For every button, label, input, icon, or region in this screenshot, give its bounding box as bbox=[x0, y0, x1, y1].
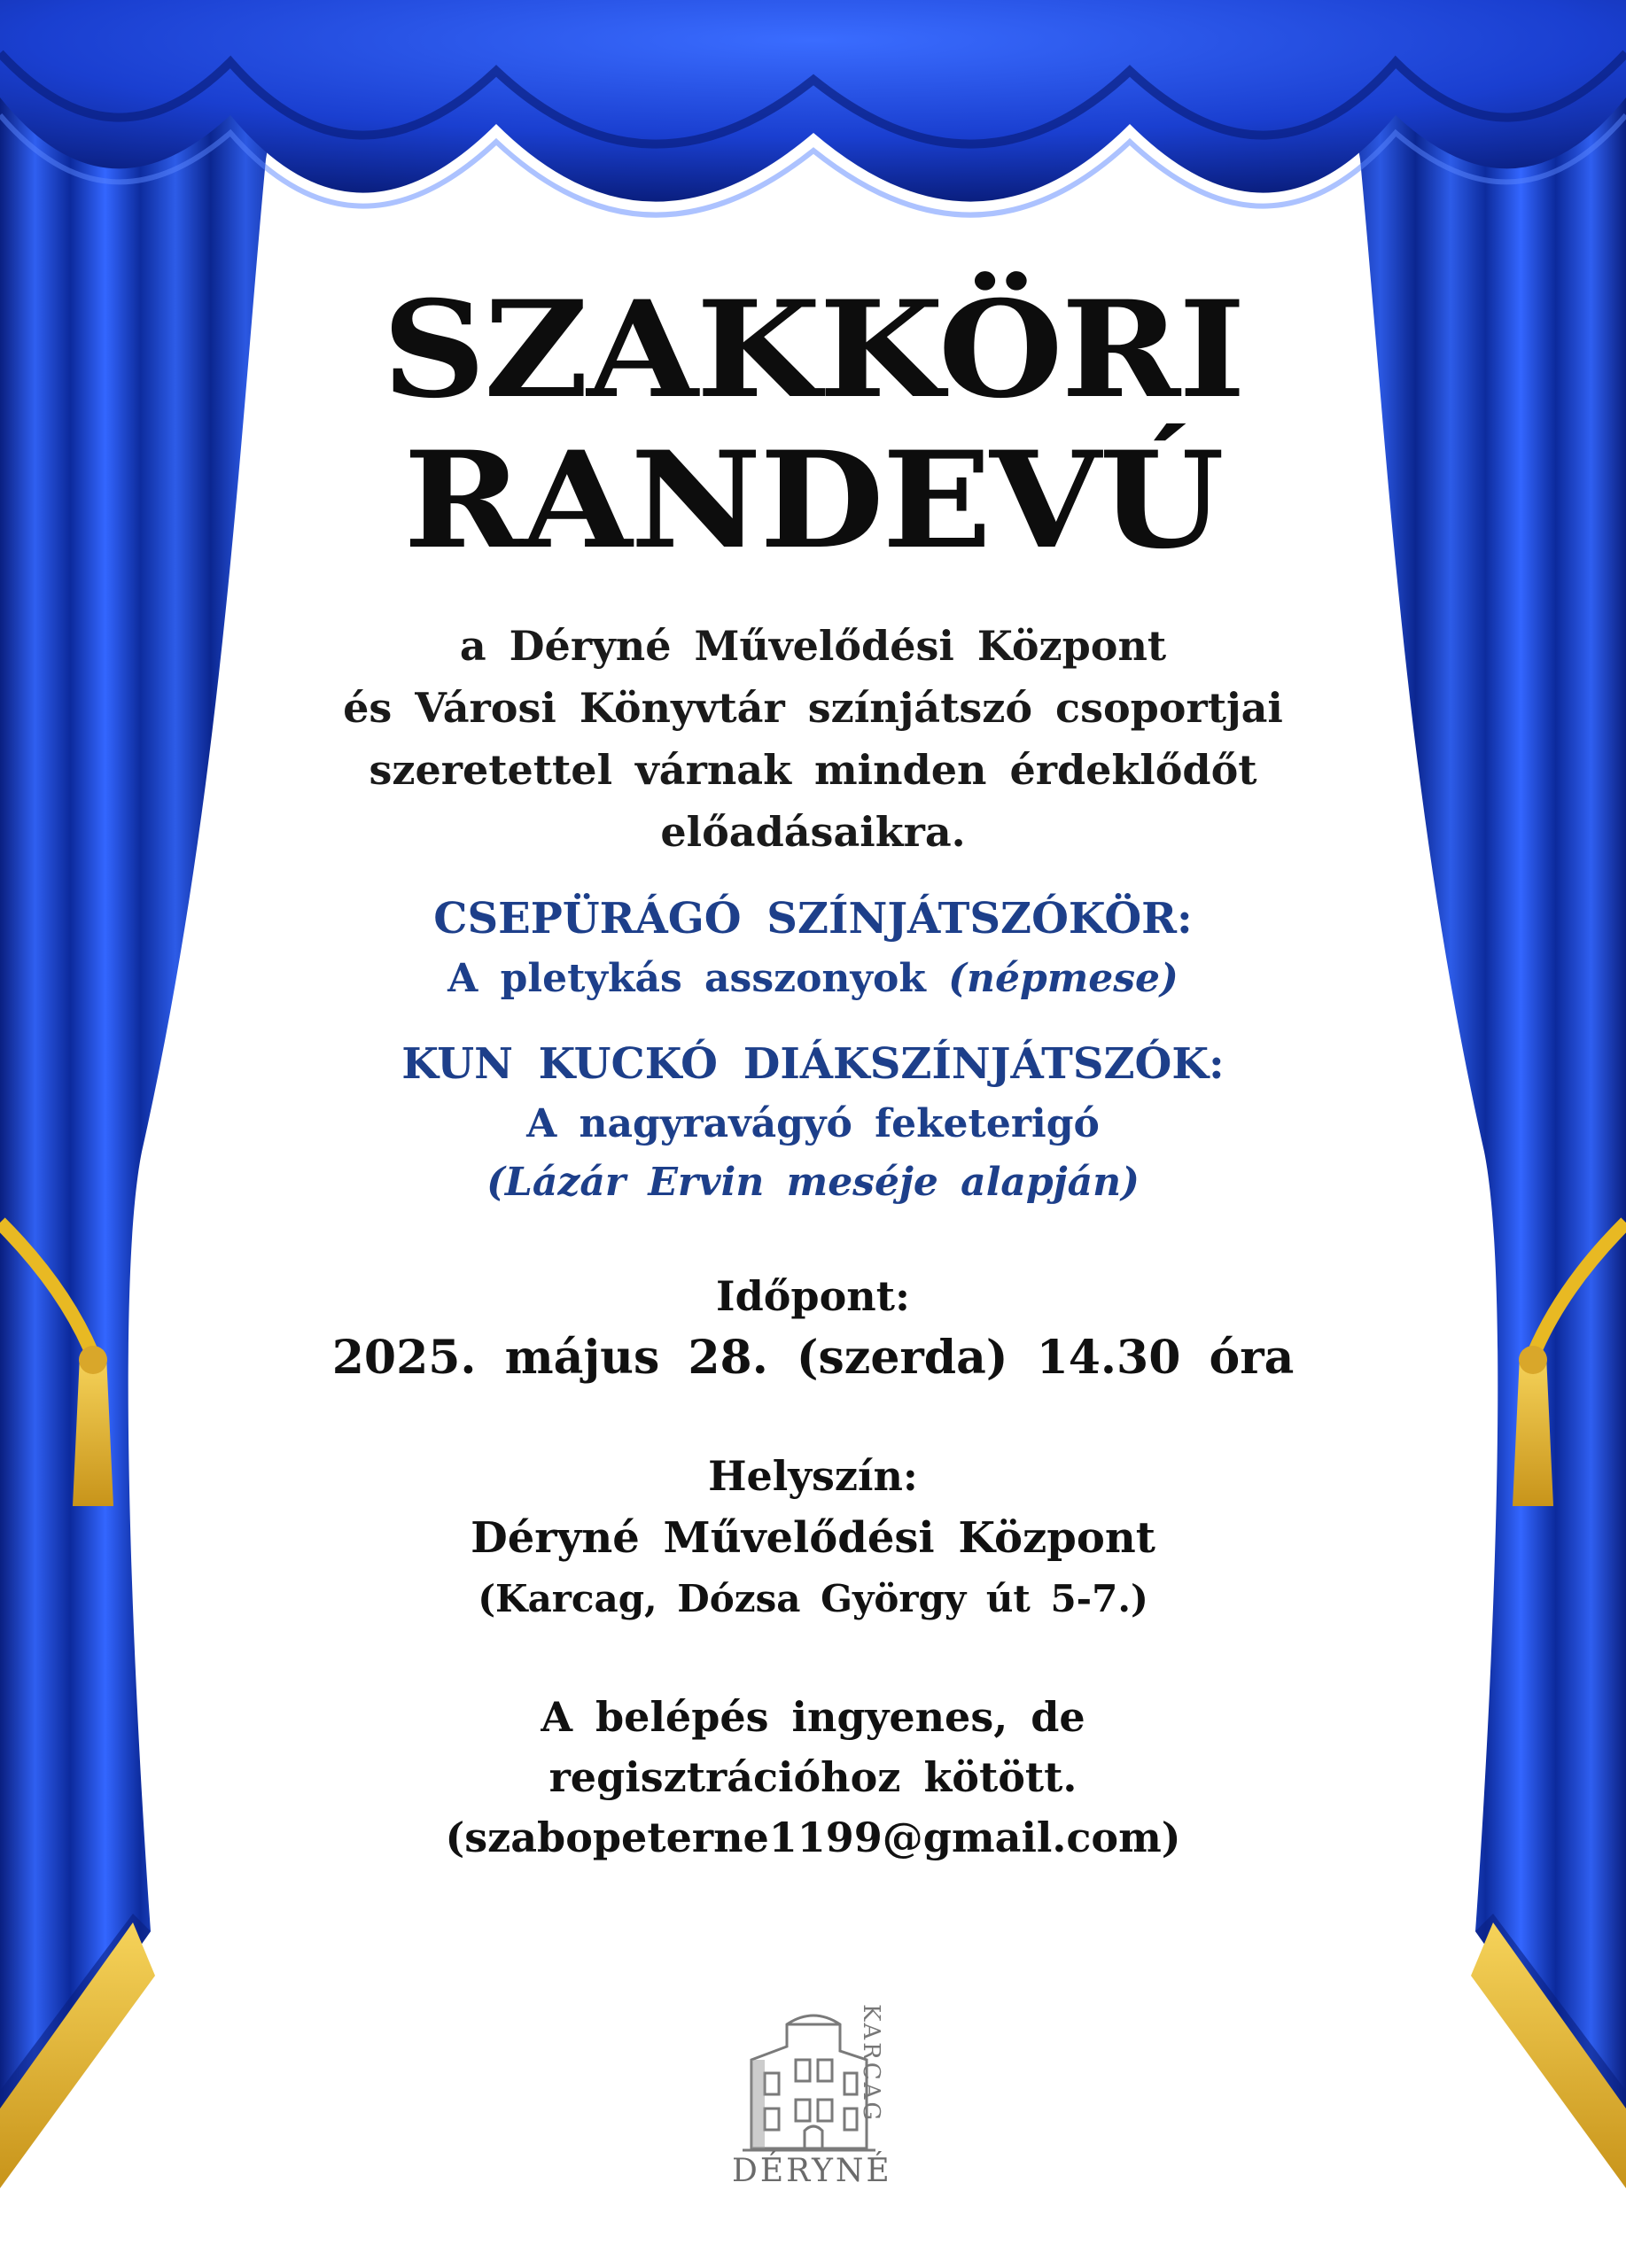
poster-title bbox=[251, 272, 1375, 579]
event-time bbox=[292, 1267, 1334, 1391]
time-label: Időpont: bbox=[716, 1272, 910, 1320]
play-line bbox=[292, 950, 1334, 1008]
entry-info bbox=[292, 1687, 1334, 1868]
group-kun-kucko bbox=[292, 1033, 1334, 1212]
play-title: A pletykás asszonyok bbox=[447, 956, 926, 1001]
entry-email: (szabopeterne1199@gmail.com) bbox=[445, 1814, 1181, 1861]
entry-line-1: A belépés ingyenes, de bbox=[541, 1693, 1085, 1741]
logo-city: KARCAG bbox=[858, 2004, 884, 2124]
group-name: CSEPÜRÁGÓ SZÍNJÁTSZÓKÖR: bbox=[433, 894, 1193, 944]
group-name: KUN KUCKÓ DIÁKSZÍNJÁTSZÓK: bbox=[401, 1039, 1225, 1089]
intro-text bbox=[292, 615, 1334, 863]
place-label: Helyszín: bbox=[708, 1452, 918, 1500]
intro-line-3: szeretettel várnak minden érdeklődőt bbox=[369, 746, 1257, 794]
group-csepurago bbox=[292, 888, 1334, 1008]
time-value: 2025. május 28. (szerda) 14.30 óra bbox=[331, 1331, 1295, 1385]
title-line-1: SZAKKÖRI bbox=[382, 272, 1244, 428]
intro-line-4: előadásaikra. bbox=[660, 808, 966, 856]
poster-content bbox=[292, 272, 1334, 1868]
title-line-2: RANDEVÚ bbox=[403, 423, 1223, 579]
logo-wordmark: DÉRYNÉ bbox=[732, 2153, 892, 2189]
place-name: Déryné Művelődési Központ bbox=[471, 1513, 1155, 1563]
event-place bbox=[292, 1446, 1334, 1628]
play-title: A nagyravágyó feketerigó bbox=[526, 1101, 1100, 1146]
entry-line-2: regisztrációhoz kötött. bbox=[548, 1753, 1078, 1801]
place-address: (Karcag, Dózsa György út 5-7.) bbox=[478, 1577, 1148, 1620]
intro-line-2: és Városi Könyvtár színjátszó csoportjai bbox=[343, 684, 1283, 732]
intro-line-1: a Déryné Művelődési Központ bbox=[459, 622, 1167, 670]
play-note: (Lázár Ervin meséje alapján) bbox=[486, 1160, 1140, 1205]
play-note: (népmese) bbox=[948, 956, 1179, 1001]
